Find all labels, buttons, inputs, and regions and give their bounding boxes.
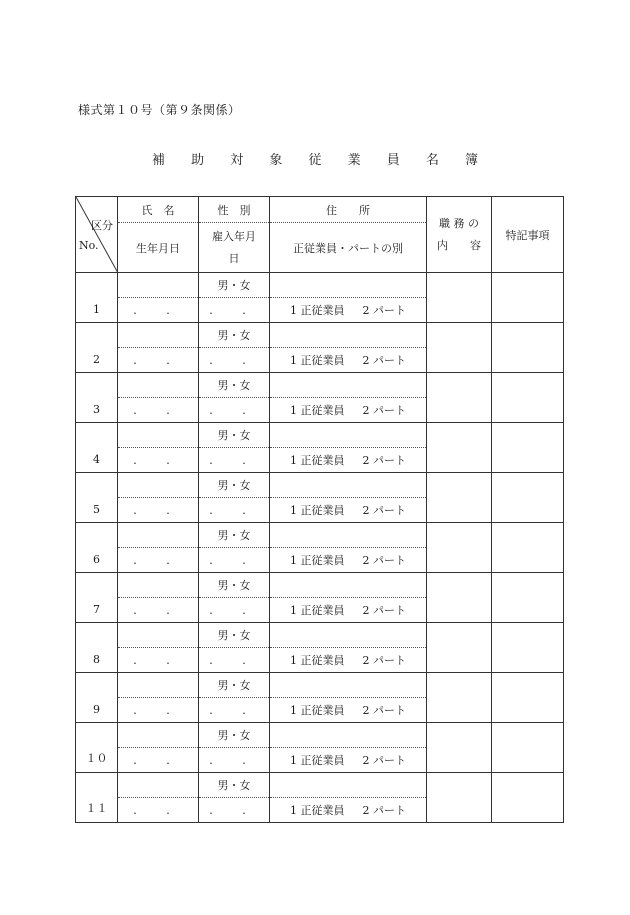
duties-cell[interactable] xyxy=(427,673,492,723)
name-cell[interactable] xyxy=(118,523,199,548)
row-number: 9 xyxy=(76,673,118,723)
duties-cell[interactable] xyxy=(427,773,492,823)
remarks-cell[interactable] xyxy=(492,623,564,673)
duties-cell[interactable] xyxy=(427,523,492,573)
employment-type-cell[interactable] xyxy=(270,648,427,673)
gender-cell[interactable]: 男・女 xyxy=(199,373,270,398)
hire-date-cell[interactable]: . . xyxy=(199,498,270,523)
employee-row-top xyxy=(76,273,564,298)
birthdate-cell[interactable]: . . xyxy=(118,798,199,823)
row-number: 3 xyxy=(76,373,118,423)
remarks-cell[interactable] xyxy=(492,473,564,523)
hire-date-cell[interactable]: . . xyxy=(199,448,270,473)
employee-row-top xyxy=(76,373,564,398)
gender-cell[interactable]: 男・女 xyxy=(199,673,270,698)
duties-cell[interactable] xyxy=(427,323,492,373)
birthdate-cell[interactable]: . . xyxy=(118,648,199,673)
employment-option-part-time[interactable]: 2 パート xyxy=(362,304,406,317)
address-cell[interactable] xyxy=(270,423,427,448)
employment-type-header: 正従業員・パートの別 xyxy=(270,223,427,273)
row-number: １０ xyxy=(76,723,118,773)
hire-date-cell[interactable]: . . xyxy=(199,698,270,723)
employment-option-regular[interactable]: 1 正従業員 xyxy=(290,504,345,517)
gender-cell[interactable]: 男・女 xyxy=(199,573,270,598)
header-row-top xyxy=(76,197,564,223)
remarks-cell[interactable] xyxy=(492,673,564,723)
birthdate-cell[interactable]: . . xyxy=(118,498,199,523)
employment-option-regular[interactable]: 1 正従業員 xyxy=(290,754,345,767)
birthdate-cell[interactable]: . . xyxy=(118,398,199,423)
name-cell[interactable] xyxy=(118,273,199,298)
hire-date-cell[interactable]: . . xyxy=(199,798,270,823)
employment-option-part-time[interactable]: 2 パート xyxy=(362,654,406,667)
employment-option-regular[interactable]: 1 正従業員 xyxy=(290,654,345,667)
duties-cell[interactable] xyxy=(427,723,492,773)
employee-row-top xyxy=(76,673,564,698)
employment-type-cell[interactable] xyxy=(270,698,427,723)
address-cell[interactable] xyxy=(270,773,427,798)
duties-cell[interactable] xyxy=(427,573,492,623)
remarks-cell[interactable] xyxy=(492,323,564,373)
employee-row-top xyxy=(76,573,564,598)
gender-cell[interactable]: 男・女 xyxy=(199,773,270,798)
gender-cell[interactable]: 男・女 xyxy=(199,423,270,448)
address-cell[interactable] xyxy=(270,623,427,648)
name-cell[interactable] xyxy=(118,673,199,698)
duties-cell[interactable] xyxy=(427,423,492,473)
remarks-cell[interactable] xyxy=(492,273,564,323)
employment-type-cell[interactable] xyxy=(270,548,427,573)
row-number: 4 xyxy=(76,423,118,473)
row-number: 8 xyxy=(76,623,118,673)
employment-option-part-time[interactable]: 2 パート xyxy=(362,804,406,817)
birthdate-cell[interactable]: . . xyxy=(118,598,199,623)
employment-option-part-time[interactable]: 2 パート xyxy=(362,754,406,767)
gender-cell[interactable]: 男・女 xyxy=(199,473,270,498)
employment-type-cell[interactable] xyxy=(270,348,427,373)
employment-option-part-time[interactable]: 2 パート xyxy=(362,704,406,717)
remarks-cell[interactable] xyxy=(492,573,564,623)
birthdate-cell[interactable]: . . xyxy=(118,698,199,723)
remarks-cell[interactable] xyxy=(492,773,564,823)
duties-cell[interactable] xyxy=(427,373,492,423)
birthdate-cell[interactable]: . . xyxy=(118,448,199,473)
address-cell[interactable] xyxy=(270,273,427,298)
hire-date-cell[interactable]: . . xyxy=(199,748,270,773)
gender-cell[interactable]: 男・女 xyxy=(199,273,270,298)
row-number: 6 xyxy=(76,523,118,573)
name-cell[interactable] xyxy=(118,623,199,648)
diagonal-divider xyxy=(76,197,118,273)
birthdate-cell[interactable]: . . xyxy=(118,348,199,373)
name-cell[interactable] xyxy=(118,473,199,498)
hire-date-cell[interactable]: . . xyxy=(199,398,270,423)
address-cell[interactable] xyxy=(270,323,427,348)
address-cell[interactable] xyxy=(270,673,427,698)
address-cell[interactable] xyxy=(270,473,427,498)
employment-option-part-time[interactable]: 2 パート xyxy=(362,504,406,517)
name-cell[interactable] xyxy=(118,723,199,748)
employment-option-regular[interactable]: 1 正従業員 xyxy=(290,454,345,467)
employee-row-top xyxy=(76,523,564,548)
employment-type-cell[interactable] xyxy=(270,398,427,423)
employment-option-regular[interactable]: 1 正従業員 xyxy=(290,604,345,617)
row-number: 2 xyxy=(76,323,118,373)
employment-type-cell[interactable] xyxy=(270,448,427,473)
row-number: 5 xyxy=(76,473,118,523)
gender-cell[interactable]: 男・女 xyxy=(199,523,270,548)
row-number: １１ xyxy=(76,773,118,823)
employment-option-regular[interactable]: 1 正従業員 xyxy=(290,354,345,367)
employment-option-part-time[interactable]: 2 パート xyxy=(362,604,406,617)
duties-header-line2: 内 容 xyxy=(437,238,481,252)
name-cell[interactable] xyxy=(118,323,199,348)
employee-row-top xyxy=(76,623,564,648)
duties-cell[interactable] xyxy=(427,623,492,673)
hire-date-header-line1: 雇入年月 xyxy=(212,229,256,243)
duties-cell[interactable] xyxy=(427,273,492,323)
employment-option-part-time[interactable]: 2 パート xyxy=(362,404,406,417)
employment-type-cell[interactable] xyxy=(270,498,427,523)
employment-option-regular[interactable]: 1 正従業員 xyxy=(290,704,345,717)
hire-date-cell[interactable]: . . xyxy=(199,348,270,373)
address-cell[interactable] xyxy=(270,723,427,748)
employee-row-top xyxy=(76,473,564,498)
birthdate-cell[interactable]: . . xyxy=(118,548,199,573)
employment-type-cell[interactable] xyxy=(270,748,427,773)
name-cell[interactable] xyxy=(118,373,199,398)
employment-option-regular[interactable]: 1 正従業員 xyxy=(290,804,345,817)
remarks-cell[interactable] xyxy=(492,523,564,573)
employee-row-top xyxy=(76,323,564,348)
hire-date-header xyxy=(199,223,270,273)
gender-header: 性 別 xyxy=(199,197,270,223)
address-cell[interactable] xyxy=(270,573,427,598)
hire-date-cell[interactable]: . . xyxy=(199,548,270,573)
birthdate-cell[interactable]: . . xyxy=(118,748,199,773)
no-label: No. xyxy=(79,239,99,252)
employment-option-part-time[interactable]: 2 パート xyxy=(362,554,406,567)
hire-date-cell[interactable]: . . xyxy=(199,298,270,323)
employment-option-regular[interactable]: 1 正従業員 xyxy=(290,554,345,567)
employment-option-part-time[interactable]: 2 パート xyxy=(362,454,406,467)
remarks-header: 特記事項 xyxy=(492,197,564,273)
employee-row-top xyxy=(76,723,564,748)
name-header: 氏 名 xyxy=(118,197,199,223)
duties-header-line1: 職 務 の xyxy=(439,216,479,230)
remarks-cell[interactable] xyxy=(492,723,564,773)
employment-type-cell[interactable] xyxy=(270,598,427,623)
gender-cell[interactable]: 男・女 xyxy=(199,723,270,748)
address-cell[interactable] xyxy=(270,373,427,398)
kubun-label: 区分 xyxy=(91,219,113,232)
birthdate-header: 生年月日 xyxy=(118,223,199,273)
employee-row-top xyxy=(76,773,564,798)
row-number: 7 xyxy=(76,573,118,623)
form-number: 様式第１０号（第９条関係） xyxy=(78,103,241,117)
employment-option-regular[interactable]: 1 正従業員 xyxy=(290,404,345,417)
remarks-cell[interactable] xyxy=(492,423,564,473)
name-cell[interactable] xyxy=(118,773,199,798)
remarks-cell[interactable] xyxy=(492,373,564,423)
employment-option-regular[interactable]: 1 正従業員 xyxy=(290,304,345,317)
duties-cell[interactable] xyxy=(427,473,492,523)
duties-header xyxy=(427,197,492,273)
gender-cell[interactable]: 男・女 xyxy=(199,323,270,348)
address-header: 住 所 xyxy=(270,197,427,223)
kubun-no-header xyxy=(76,197,118,273)
hire-date-header-line2: 日 xyxy=(228,251,240,265)
employment-type-cell[interactable] xyxy=(270,798,427,823)
birthdate-cell[interactable]: . . xyxy=(118,298,199,323)
name-cell[interactable] xyxy=(118,423,199,448)
address-cell[interactable] xyxy=(270,523,427,548)
row-number: 1 xyxy=(76,273,118,323)
employment-type-cell[interactable] xyxy=(270,298,427,323)
employee-roster-table xyxy=(75,196,564,823)
document-title: 補 助 対 象 従 業 員 名 簿 xyxy=(151,153,490,168)
hire-date-cell[interactable]: . . xyxy=(199,598,270,623)
name-cell[interactable] xyxy=(118,573,199,598)
employee-row-top xyxy=(76,423,564,448)
hire-date-cell[interactable]: . . xyxy=(199,648,270,673)
gender-cell[interactable]: 男・女 xyxy=(199,623,270,648)
employment-option-part-time[interactable]: 2 パート xyxy=(362,354,406,367)
